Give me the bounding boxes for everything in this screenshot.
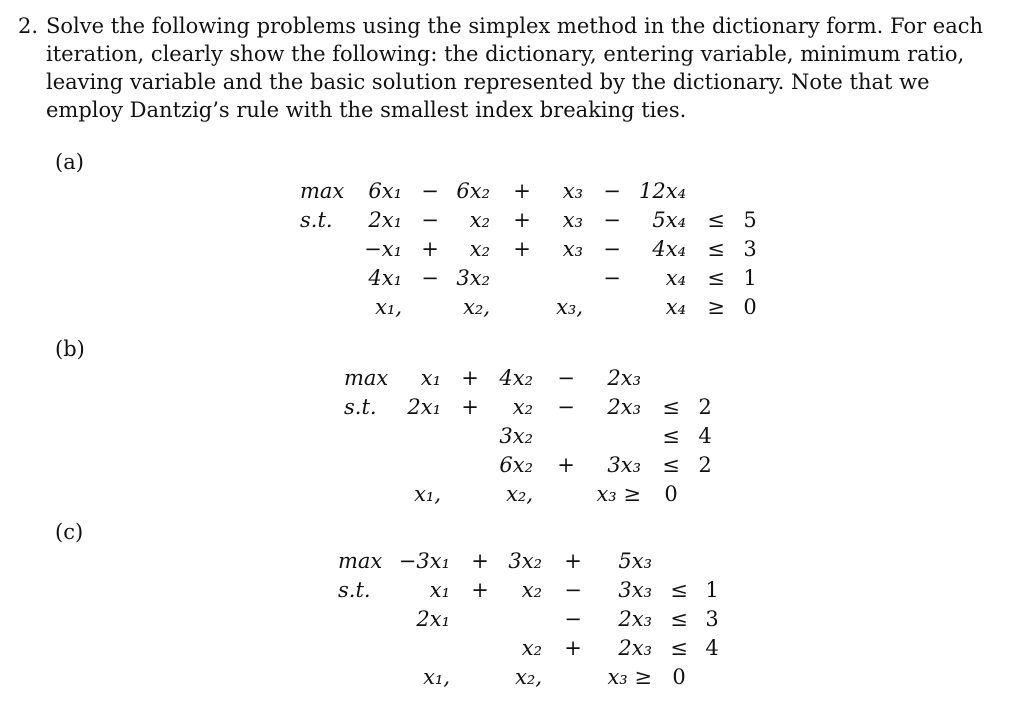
row-keyword: max — [300, 179, 345, 203]
lp-term: 2x₃ — [618, 636, 652, 660]
lp-term: + — [564, 549, 582, 573]
lp-term: 4 — [705, 636, 719, 660]
row-keyword: s.t. — [338, 578, 371, 602]
lp-term: − — [421, 266, 439, 290]
lp-term: 3x₃ — [618, 578, 652, 602]
lp-term: + — [513, 208, 531, 232]
row-keyword: max — [338, 549, 383, 573]
lp-term: − — [421, 179, 439, 203]
lp-term: − — [564, 607, 582, 631]
lp-term: 0 — [743, 295, 757, 319]
lp-term: − — [603, 266, 621, 290]
lp-term: − — [603, 208, 621, 232]
lp-term: 2x₁ — [368, 208, 402, 232]
lp-term: x₂ — [469, 237, 490, 261]
lp-term: x₃ — [562, 237, 583, 261]
lp-term: 0 — [672, 665, 686, 689]
lp-term: x₂, — [506, 482, 533, 506]
lp-term: 4x₁ — [368, 266, 402, 290]
lp-term: − — [564, 578, 582, 602]
lp-term: x₁, — [423, 665, 450, 689]
lp-term: 2x₃ — [607, 366, 641, 390]
lp-term: −x₁ — [364, 237, 402, 261]
lp-term: 3 — [705, 607, 719, 631]
lp-term: 3x₃ — [607, 453, 641, 477]
lp-term: ≤ — [662, 453, 680, 477]
lp-term: + — [471, 578, 489, 602]
lp-term: − — [421, 208, 439, 232]
part-label: (b) — [55, 337, 85, 361]
lp-term: 2x₁ — [416, 607, 450, 631]
lp-term: x₂ — [521, 636, 542, 660]
lp-term: ≤ — [670, 578, 688, 602]
lp-term: + — [564, 636, 582, 660]
lp-term: − — [557, 366, 575, 390]
lp-term: x₂, — [463, 295, 490, 319]
lp-term: x₃ ≥ — [596, 482, 641, 506]
problem-number: 2. — [18, 14, 39, 38]
lp-term: x₃ ≥ — [607, 665, 652, 689]
lp-term: 5x₃ — [618, 549, 652, 573]
lp-term: 4x₂ — [499, 366, 533, 390]
lp-term: + — [513, 179, 531, 203]
lp-term: + — [557, 453, 575, 477]
lp-term: x₁ — [429, 578, 450, 602]
lp-term: 5 — [743, 208, 757, 232]
lp-term: 1 — [743, 266, 757, 290]
lp-term: ≤ — [670, 636, 688, 660]
lp-term: 1 — [705, 578, 719, 602]
lp-term: 2 — [698, 395, 712, 419]
lp-term: 3x₂ — [508, 549, 542, 573]
lp-term: x₂, — [515, 665, 542, 689]
lp-term: 3x₂ — [456, 266, 490, 290]
lp-term: 6x₂ — [456, 179, 490, 203]
lp-term: x₄ — [665, 266, 686, 290]
lp-term: − — [603, 237, 621, 261]
lp-term: ≤ — [707, 266, 725, 290]
row-keyword: max — [344, 366, 389, 390]
lp-term: 6x₂ — [499, 453, 533, 477]
lp-term: ≤ — [707, 208, 725, 232]
lp-term: 3x₂ — [499, 424, 533, 448]
row-keyword: s.t. — [300, 208, 333, 232]
lp-term: 2x₃ — [618, 607, 652, 631]
lp-term: 0 — [664, 482, 678, 506]
lp-term: 2x₃ — [607, 395, 641, 419]
lp-term: + — [461, 366, 479, 390]
lp-term: x₁ — [420, 366, 441, 390]
lp-term: x₁, — [414, 482, 441, 506]
lp-model-c — [0, 547, 1024, 692]
lp-term: − — [557, 395, 575, 419]
lp-term: − — [603, 179, 621, 203]
lp-term: x₂ — [469, 208, 490, 232]
part-label: (c) — [55, 520, 84, 544]
lp-model-b — [0, 364, 1024, 509]
lp-term: ≥ — [707, 295, 725, 319]
lp-term: x₃ — [562, 208, 583, 232]
problem-statement — [18, 12, 998, 124]
lp-term: 4 — [698, 424, 712, 448]
lp-term: 4x₄ — [652, 237, 686, 261]
lp-term: x₂ — [521, 578, 542, 602]
row-keyword: s.t. — [344, 395, 377, 419]
lp-term: x₁, — [375, 295, 402, 319]
lp-term: 3 — [743, 237, 757, 261]
lp-term: ≤ — [662, 395, 680, 419]
lp-term: ≤ — [670, 607, 688, 631]
part-label: (a) — [55, 150, 84, 174]
lp-term: ≤ — [662, 424, 680, 448]
lp-term: + — [513, 237, 531, 261]
lp-term: + — [471, 549, 489, 573]
lp-term: x₂ — [512, 395, 533, 419]
lp-term: + — [421, 237, 439, 261]
lp-term: x₃ — [562, 179, 583, 203]
lp-term: x₃, — [556, 295, 583, 319]
lp-model-a — [0, 177, 1024, 322]
lp-term: 5x₄ — [652, 208, 686, 232]
lp-term: −3x₁ — [398, 549, 450, 573]
lp-term: 12x₄ — [639, 179, 686, 203]
lp-term: x₄ — [665, 295, 686, 319]
lp-term: 2x₁ — [407, 395, 441, 419]
lp-term: 6x₁ — [368, 179, 402, 203]
problem-instructions: Solve the following problems using the simplex method in the dictionary form. For each iteration, clearly show the following: the dictionary, entering variable, minimum ratio, leaving variable and the basic solution represented by the dictionary. Note that we employ Dantzig’s rule with the smallest index breaking ties. — [46, 14, 984, 122]
lp-term: ≤ — [707, 237, 725, 261]
lp-term: 2 — [698, 453, 712, 477]
lp-term: + — [461, 395, 479, 419]
